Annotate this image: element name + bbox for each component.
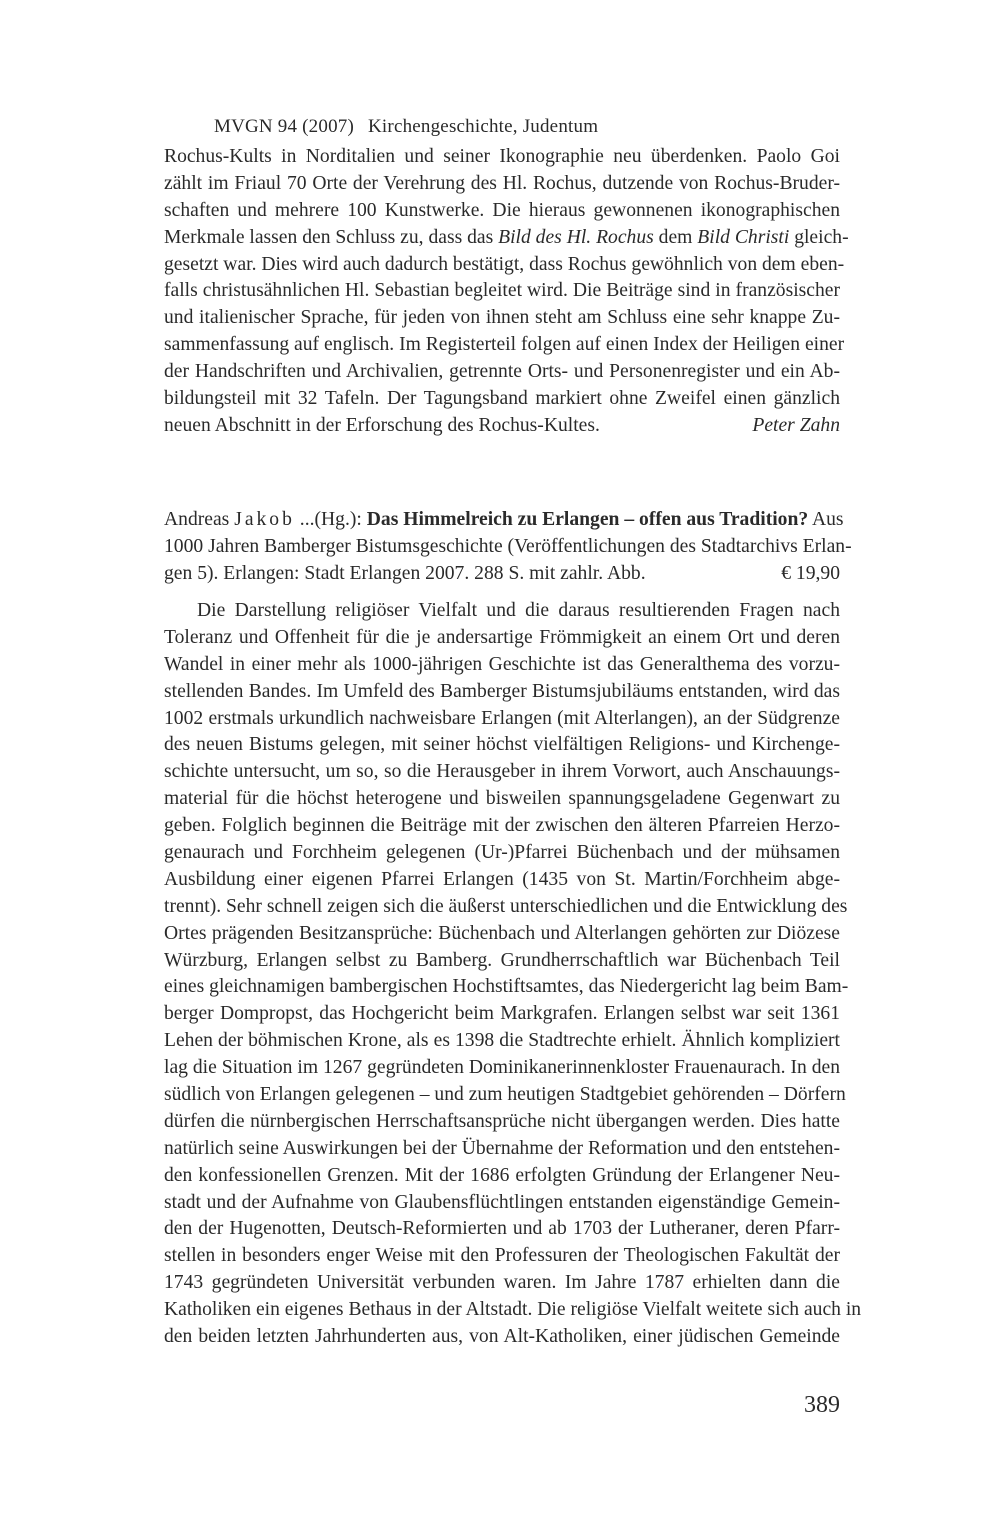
text-span: dem <box>653 226 698 248</box>
text-line: 1743 gegründeten Universität verbunden waren. Im Jahre 1787 erhielten dann die <box>164 1272 840 1294</box>
text-line: Würzburg, Erlangen selbst zu Bamberg. Grundherrschaftlich war Büchenbach Teil <box>164 949 840 971</box>
text-line: und italienischer Sprache, für jeden von ihnen steht am Schluss eine sehr knappe Zu- <box>164 307 840 329</box>
text-span: gen 5). Erlangen: Stadt Erlangen 2007. 288 S. mit zahlr. Abb. <box>164 562 646 584</box>
journal-citation: MVGN 94 (2007) <box>214 116 355 137</box>
citation-line <box>164 507 844 534</box>
text-line: Wandel in einer mehr als 1000-jährigen Geschichte ist das Generalthema des vorzu- <box>164 653 840 675</box>
author-last-name: Jakob <box>234 509 295 530</box>
text-span: neuen Abschnitt in der Erforschung des Rochus-Kultes. <box>164 414 600 436</box>
text-line: des neuen Bistums gelegen, mit seiner höchst vielfältigen Religions- und Kirchenge- <box>164 734 840 756</box>
citation-line <box>164 561 840 588</box>
text-line: zählt im Friaul 70 Orte der Verehrung des Hl. Rochus, dutzende von Rochus-Bruder- <box>164 172 840 194</box>
section-title: Kirchengeschichte, Judentum <box>368 116 599 137</box>
editor-mark: ...(Hg.): <box>294 509 367 530</box>
text-line: berger Dompropst, das Hochgericht beim Markgrafen. Erlangen selbst war seit 1361 <box>164 1003 840 1025</box>
review-body <box>164 598 862 1351</box>
text-line: den der Hugenotten, Deutsch-Reformierten und ab 1703 der Lutheraner, deren Pfarr- <box>164 1218 840 1240</box>
text-line: schaften und mehrere 100 Kunstwerke. Die hieraus gewonnenen ikonographischen <box>164 199 840 221</box>
text-line: stellen in besonders enger Weise mit den Professuren der Theologischen Fakultät der <box>164 1245 840 1267</box>
text-line: südlich von Erlangen gelegenen – und zum heutigen Stadtgebiet gehörenden – Dörfern <box>164 1084 846 1106</box>
text-line: lag die Situation im 1267 gegründeten Dominikanerinnenkloster Frauenaurach. In den <box>164 1057 840 1079</box>
text-line: der Handschriften und Archivalien, getrennte Orts- und Personenregister und ein Ab- <box>164 361 840 383</box>
text-line: Ausbildung einer eigenen Pfarrei Erlangen (1435 von St. Martin/Forchheim abge- <box>164 868 840 890</box>
text-line: schichte untersucht, um so, so die Herausgeber in ihrem Vorwort, auch Anschauungs- <box>164 761 840 783</box>
text-line: falls christusähnlichen Hl. Sebastian begleitet wird. Die Beiträge sind in französischer <box>164 280 840 302</box>
review-peter-zahn <box>164 144 849 440</box>
text-line: den konfessionellen Grenzen. Mit der 1686 erfolgten Gründung der Erlangener Neu- <box>164 1164 840 1186</box>
author-first-name: Andreas <box>164 509 235 530</box>
text-line: gesetzt war. Dies wird auch dadurch bestätigt, dass Rochus gewöhnlich von dem eben- <box>164 253 845 275</box>
text-span: Aus <box>808 509 844 530</box>
text-line: dürfen die nürnbergischen Herrschaftsansprüche nicht übergangen werden. Dies hatte <box>164 1110 840 1132</box>
text-line: sammenfassung auf englisch. Im Registerteil folgen auf einen Index der Heiligen einer <box>164 334 845 356</box>
text-line: stellenden Bandes. Im Umfeld des Bamberger Bistumsjubiläums entstanden, wird das <box>164 680 840 702</box>
text-line: geben. Folglich beginnen die Beiträge mit der zwischen den älteren Pfarreien Herzo- <box>164 815 840 837</box>
text-line: den beiden letzten Jahrhunderten aus, von Alt-Katholiken, einer jüdischen Gemeinde <box>164 1326 840 1348</box>
text-line-with-italics <box>164 225 849 252</box>
text-line: genaurach und Forchheim gelegenen (Ur-)Pfarrei Büchenbach und der mühsamen <box>164 842 840 864</box>
italic-title: Bild des Hl. Rochus <box>498 226 654 248</box>
book-citation <box>164 507 852 588</box>
text-line: Lehen der böhmischen Krone, als es 1398 die Stadtrechte erhielt. Ähnlich kompliziert <box>164 1030 840 1052</box>
text-line: Ortes prägenden Besitzansprüche: Büchenbach und Alterlangen gehörten zur Diözese <box>164 922 840 944</box>
text-line: material für die höchst heterogene und bisweilen spannungsgeladene Gegenwart zu <box>164 788 840 810</box>
text-line: Toleranz und Offenheit für die je andersartige Frömmigkeit an einem Ort und deren <box>164 626 840 648</box>
reviewer-signature: Peter Zahn <box>752 414 840 436</box>
text-line: Katholiken ein eigenes Bethaus in der Altstadt. Die religiöse Vielfalt weitete sich auch in <box>164 1299 862 1321</box>
text-line-final <box>164 413 840 440</box>
italic-title: Bild Christi <box>697 226 790 248</box>
text-line: eines gleichnamigen bambergischen Hochstiftsamtes, das Niedergericht lag beim Bam- <box>164 976 849 998</box>
book-price: € 19,90 <box>781 562 840 584</box>
text-line: 1002 erstmals urkundlich nachweisbare Erlangen (mit Alterlangen), an der Südgrenze <box>164 707 840 729</box>
text-line: bildungsteil mit 32 Tafeln. Der Tagungsband markiert ohne Zweifel einen gänzlich <box>164 388 840 410</box>
running-header <box>214 116 598 138</box>
text-line: Rochus-Kults in Norditalien und seiner Ikonographie neu überdenken. Paolo Goi <box>164 146 840 167</box>
text-line: natürlich seine Auswirkungen bei der Übernahme der Reformation und den entstehen- <box>164 1137 840 1159</box>
citation-line: 1000 Jahren Bamberger Bistumsgeschichte (Veröffentlichungen des Stadtarchivs Erlan- <box>164 535 852 557</box>
text-span: Merkmale lassen den Schluss zu, dass das <box>164 226 499 248</box>
book-title: Das Himmelreich zu Erlangen – offen aus Tradition? <box>366 509 809 530</box>
text-line: trennt). Sehr schnell zeigen sich die äußerst unterschiedlichen und die Entwicklung des <box>164 895 848 917</box>
page-number: 389 <box>804 1392 840 1418</box>
text-line: Die Darstellung religiöser Vielfalt und die daraus resultierenden Fragen nach <box>197 600 840 621</box>
text-line: stadt und der Aufnahme von Glaubensflüchtlingen entstanden eigenständige Gemein- <box>164 1191 840 1213</box>
text-span: gleich- <box>789 226 849 248</box>
